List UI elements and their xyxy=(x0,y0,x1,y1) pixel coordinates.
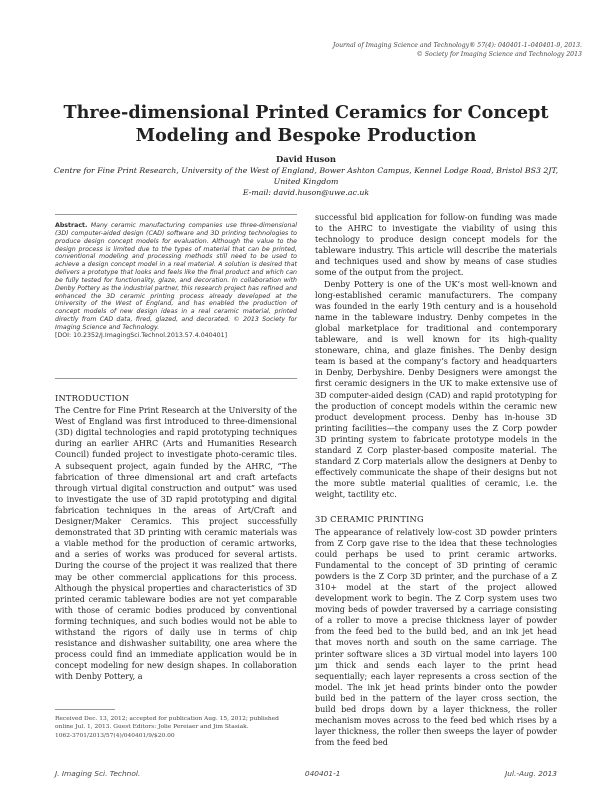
paper-title: Three-dimensional Printed Ceramics for Concept Modeling and Bespoke Production xyxy=(63,102,549,146)
abstract xyxy=(55,222,297,340)
denby-paragraph: Denby Pottery is one of the UK’s most well-known and long-established ceramic manufacturers. The company was founded in the early 19th century and is a household name in the tableware industry. Denby competes in the global marketplace for traditional and contemporary tableware, and is well known for its high-quality stoneware, china, and glaze finishes. The Denby design team is based at the company’s factory and headquarters in Denby, Derbyshire. Denby Designers were amongst the first ceramic designers in the UK to make extensive use of 3D computer-aided design (CAD) and rapid prototyping for the production of concept models within the ceramic new product development process. Denby has in-house 3D printing facilities—the company uses the Z Corp powder 3D printing system to fabricate prototype models in the standard Z Corp plaster-based composite material. The standard Z Corp materials allow the designers at Denby to effectively communicate the shape of their designs but not the more subtle material qualities of ceramic, i.e. the weight, tactility etc. xyxy=(315,279,557,500)
section-heading-introduction: INTRODUCTION xyxy=(55,393,130,403)
author-email: E-mail: david.huson@uwe.ac.uk xyxy=(242,188,370,197)
footnote-issn: 1062-3701/2013/57(4)/040401/9/$20.00 xyxy=(55,732,175,739)
section-heading-3d-ceramic-printing: 3D CERAMIC PRINTING xyxy=(315,514,424,525)
abstract-doi: [DOI: 10.2352/J.ImagingSci.Technol.2013.57.4.040401] xyxy=(55,331,228,339)
footnote-rule xyxy=(55,709,115,710)
abstract-label: Abstract. xyxy=(55,222,88,229)
left-column xyxy=(55,393,297,682)
author-name: David Huson xyxy=(276,154,336,164)
journal-citation: Journal of Imaging Science and Technology® 57(4): 040401-1–040401-9, 2013. xyxy=(332,42,582,49)
footer-page-number: 040401-1 xyxy=(304,769,341,778)
right-column xyxy=(315,212,557,748)
footnote-received: Received Dec. 13, 2012; accepted for publication Aug. 15, 2012; published online Jul. 1, 2013. Guest Editors: Jolie Pereiaer and Jim Stasiak. xyxy=(55,716,279,731)
intro-paragraph: The Centre for Fine Print Research at the University of the West of England was first introduced to three-dimensional (3D) digital technologies and rapid prototyping techniques during an earlier AHRC (Arts and Humanities Research Council) funded project to investigate photo-ceramic tiles. A subsequent project, again funded by the AHRC, “The fabrication of three dimensional art and craft artefacts through virtual digital construction and output” was used to investigate the use of 3D rapid prototyping and digital fabrication techniques in the areas of Art/Craft and Designer/Maker Ceramics. This project successfully demonstrated that 3D printing with ceramic materials was a viable method for the production of ceramic artworks, and a series of works was produced for several artists. During the course of the project it was realized that there may be other commercial applications for this process. Although the physical properties and characteristics of 3D printed ceramic tableware bodies are not yet comparable with those of ceramic bodies produced by conventional forming techniques, and such bodies would not be able to withstand the rigors of daily use in terms of chip resistance and dishwasher suitability, one area where the process could find an immediate application would be in concept modeling for new design shapes. In collaboration with Denby Pottery, a xyxy=(55,406,297,682)
footer-journal: J. Imaging Sci. Technol. xyxy=(55,769,141,778)
author-affiliation: Centre for Fine Print Research, University of the West of England, Bower Ashton Campus, Kennel Lodge Road, Bristol BS3 2JT, United Kingdom xyxy=(53,166,559,186)
abstract-bottom-rule xyxy=(55,378,297,379)
footer-date: Jul.-Aug. 2013 xyxy=(505,769,557,778)
footnote xyxy=(55,715,297,740)
ceramic-printing-paragraph: The appearance of relatively low-cost 3D powder printers from Z Corp gave rise to the idea that these technologies could perhaps be used to print ceramic artworks. Fundamental to the concept of 3D printing of ceramic powders is the Z Corp 3D printer, and the purchase of a Z 310+ model at the start of the project allowed development work to begin. The Z Corp system uses two moving beds of powder traversed by a carriage consisting of a roller to move a precise thickness layer of powder from the feed bed to the build bed, and an ink jet head that moves north and south on the same carriage. The printer software slices a 3D virtual model into layers 100 µm thick and sends each layer to the print head sequentially; each layer represents a cross section of the model. The ink jet head prints binder onto the powder build bed in the pattern of the layer cross section, the build bed drops down by a layer thickness, the roller mechanism moves across to the feed bed which rises by a layer thickness, the roller then sweeps the layer of powder from the feed bed xyxy=(315,527,557,748)
abstract-top-rule xyxy=(55,214,297,215)
abstract-text: Many ceramic manufacturing companies use three-dimensional (3D) computer-aided design (CAD) software and 3D printing technologies to produce design concept models for evaluation. Although the value to the design process is limited due to the types of material that can be printed, conventional modeling and processing methods still need to be used to achieve a design concept model in a real material. A solution is desired that delivers a prototype that looks and feels like the final product and which can be fully tested for functionality, glaze, and decoration. In collaboration with Denby Pottery as the industrial partner, this research project has refined and enhanced the 3D ceramic printing process already developed at the University of the West of England, and has enabled the production of concept models of new design ideas in a real ceramic material, printed directly from CAD data, fired, glazed, and decorated. © 2013 Society for Imaging Science and Technology. xyxy=(55,222,297,331)
page-footer xyxy=(55,769,557,778)
journal-header xyxy=(282,41,582,59)
intro-paragraph-continued: successful bid application for follow-on funding was made to the AHRC to investigate the viability of using this technology to produce design concept models for the tableware industry. This article will describe the materials and techniques used and show by means of case studies some of the output from the project. xyxy=(315,213,557,278)
journal-copyright: © Society for Imaging Science and Technology 2013 xyxy=(416,51,582,58)
